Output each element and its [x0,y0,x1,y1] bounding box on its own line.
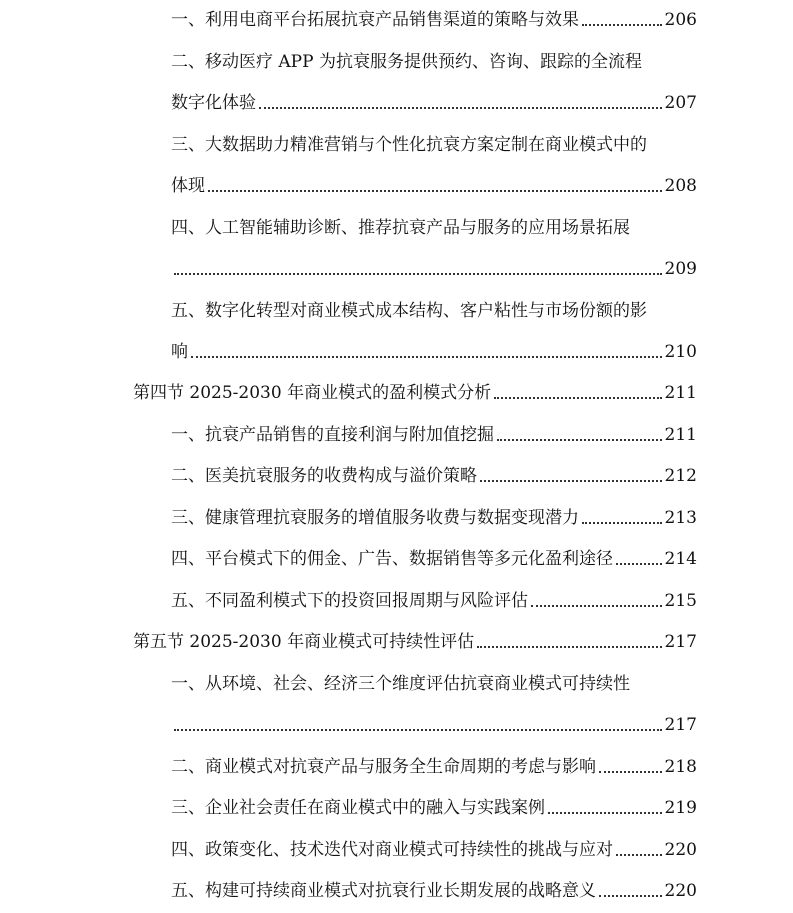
toc-entry-page: 218 [664,757,697,777]
toc-entry-continuation[interactable] [171,88,697,114]
dot-leader [599,771,662,773]
dot-leader [208,190,662,192]
toc-entry-page: 210 [664,342,697,362]
toc-entry[interactable] [171,544,697,570]
toc-entry-continuation[interactable] [171,710,697,736]
toc-entry[interactable] [171,420,697,446]
toc-entry-title: 三、大数据助力精准营销与个性化抗衰方案定制在商业模式中的 [171,135,647,155]
toc-entry-title: 二、商业模式对抗衰产品与服务全生命周期的考虑与影响 [171,757,596,777]
toc-entry-page: 220 [664,840,697,860]
toc-entry-page: 207 [664,93,697,113]
toc-entry[interactable] [171,5,697,31]
toc-section-title: 第四节 2025-2030 年商业模式的盈利模式分析 [133,383,492,403]
dot-leader [582,24,662,26]
toc-entry[interactable] [171,669,697,695]
toc-entry-page: 217 [664,632,697,652]
dot-leader [477,646,661,648]
toc-entry-title: 四、人工智能辅助诊断、推荐抗衰产品与服务的应用场景拓展 [171,218,630,238]
toc-entry-title: 一、利用电商平台拓展抗衰产品销售渠道的策略与效果 [171,10,579,30]
toc-entry-title: 一、从环境、社会、经济三个维度评估抗衰商业模式可持续性 [171,674,630,694]
toc-entry[interactable] [171,461,697,487]
toc-entry-page: 209 [664,259,697,279]
toc-section-title: 第五节 2025-2030 年商业模式可持续性评估 [133,632,475,652]
toc-entry-title: 三、健康管理抗衰服务的增值服务收费与数据变现潜力 [171,508,579,528]
toc-entry-page: 215 [664,591,697,611]
toc-entry-continuation[interactable] [171,171,697,197]
dot-leader [548,812,662,814]
toc-entry[interactable] [171,213,697,239]
toc-entry[interactable] [171,752,697,778]
toc-entry-page: 212 [664,466,697,486]
toc-entry-title: 二、医美抗衰服务的收费构成与溢价策略 [171,466,477,486]
toc-entry[interactable] [171,296,697,322]
dot-leader [480,480,662,482]
toc-entry-title: 二、移动医疗 APP 为抗衰服务提供预约、咨询、跟踪的全流程 [171,52,642,72]
dot-leader [191,356,662,358]
toc-entry[interactable] [171,47,697,73]
toc-entry[interactable] [171,586,697,612]
toc-entry[interactable] [171,130,697,156]
toc-entry[interactable] [171,835,697,861]
toc-entry-page: 214 [664,549,697,569]
toc-entry-title: 数字化体验 [171,93,256,113]
dot-leader [174,729,662,731]
toc-entry-page: 206 [664,10,697,30]
dot-leader [497,439,662,441]
toc-entry[interactable] [171,503,697,529]
dot-leader [599,895,662,897]
toc-entry-page: 208 [664,176,697,196]
dot-leader [616,563,662,565]
toc-entry-title: 五、数字化转型对商业模式成本结构、客户粘性与市场份额的影 [171,301,647,321]
toc-entry[interactable] [171,793,697,819]
toc-entry-page: 220 [664,881,697,901]
toc-entry-title: 五、不同盈利模式下的投资回报周期与风险评估 [171,591,528,611]
toc-entry-page: 213 [664,508,697,528]
toc-entry-title: 响 [171,342,188,362]
toc-entry-title: 三、企业社会责任在商业模式中的融入与实践案例 [171,798,545,818]
toc-entry-title: 五、构建可持续商业模式对抗衰行业长期发展的战略意义 [171,881,596,901]
toc-section-entry[interactable] [133,378,697,404]
dot-leader [616,854,662,856]
toc-entry-title: 四、平台模式下的佣金、广告、数据销售等多元化盈利途径 [171,549,613,569]
dot-leader [531,605,662,607]
toc-entry-continuation[interactable] [171,337,697,363]
toc-entry-title: 一、抗衰产品销售的直接利润与附加值挖掘 [171,425,494,445]
dot-leader [259,107,662,109]
toc-entry-page: 211 [664,425,697,445]
dot-leader [174,273,662,275]
dot-leader [582,522,662,524]
toc-entry-page: 211 [664,383,697,403]
dot-leader [494,397,661,399]
toc-entry-page: 217 [664,715,697,735]
toc-entry-continuation[interactable] [171,254,697,280]
toc-entry-title: 四、政策变化、技术迭代对商业模式可持续性的挑战与应对 [171,840,613,860]
toc-entry[interactable] [171,876,697,902]
toc-entry-title: 体现 [171,176,205,196]
toc-section-entry[interactable] [133,627,697,653]
toc-entry-page: 219 [664,798,697,818]
